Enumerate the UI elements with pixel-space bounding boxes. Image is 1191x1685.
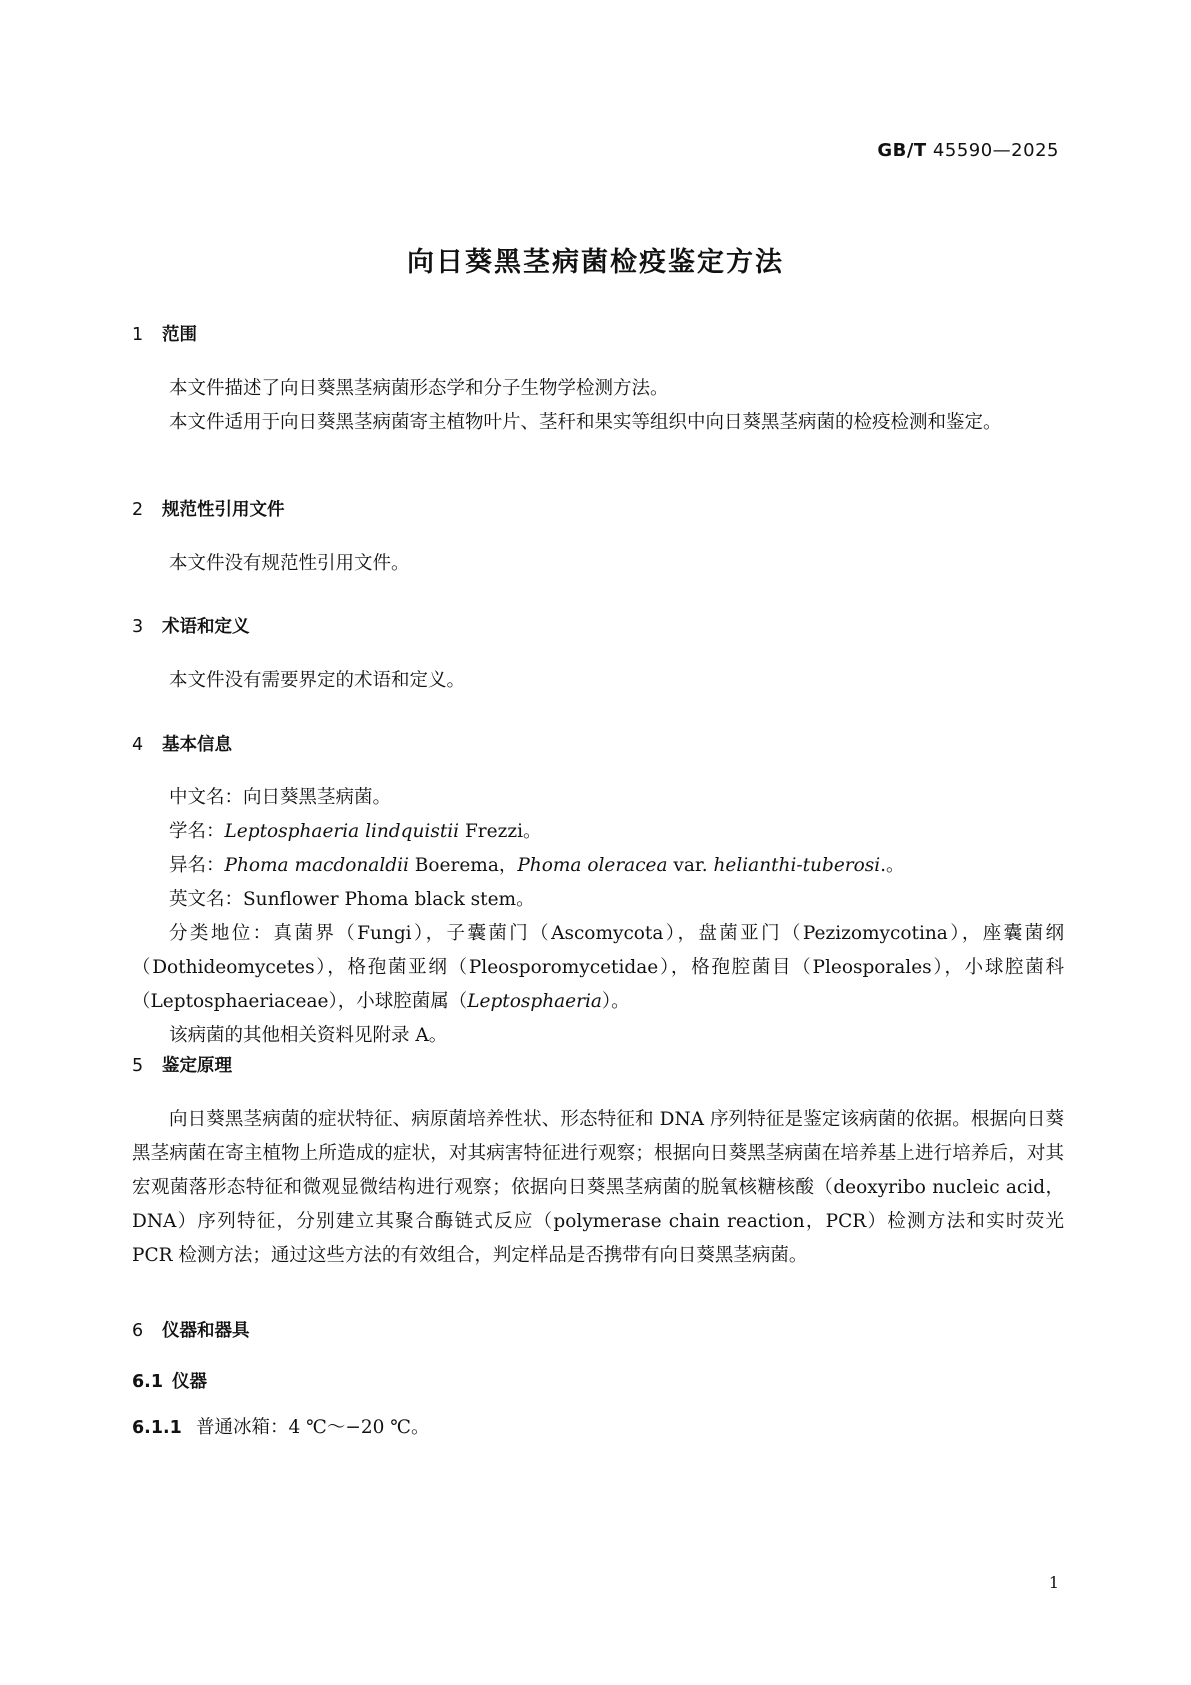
section-number: 5 [132, 1056, 144, 1076]
paragraph: 本文件没有需要界定的术语和定义。 [169, 670, 466, 691]
section-4-body [132, 781, 1064, 1053]
clause-text: 普通冰箱：4 ℃～−20 ℃。 [196, 1417, 430, 1438]
page-number: 1 [1048, 1573, 1059, 1592]
section-heading-4 [132, 731, 232, 756]
genus-italic: Leptosphaeria [467, 991, 602, 1012]
document-title: 向日葵黑茎病菌检疫鉴定方法 [407, 247, 784, 278]
section-title: 鉴定原理 [162, 1056, 232, 1076]
taxonomy-end: ）。 [601, 991, 630, 1012]
section-heading-5 [132, 1052, 232, 1077]
paragraph: 本文件没有规范性引用文件。 [169, 553, 410, 574]
section-title: 基本信息 [162, 735, 232, 755]
scientific-name-italic: Leptosphaeria lindquistii [224, 821, 460, 842]
subsection-title: 仪器 [172, 1372, 207, 1392]
subsection-heading-6-1 [132, 1368, 207, 1393]
synonym-italic: Phoma macdonaldii [224, 855, 409, 876]
section-1-body [132, 372, 1064, 440]
chinese-name: 中文名：向日葵黑茎病菌。 [169, 787, 392, 808]
clause-number: 6.1.1 [132, 1418, 182, 1438]
author: Frezzi。 [459, 821, 542, 842]
synonym-author: Boerema， [408, 855, 518, 876]
scientific-name [132, 815, 1064, 849]
subsection-number: 6.1 [132, 1372, 164, 1392]
section-title: 仪器和器具 [162, 1321, 250, 1341]
section-number: 6 [132, 1321, 144, 1341]
section-heading-6 [132, 1317, 250, 1342]
taxonomy [132, 917, 1064, 1019]
synonym-end: .。 [880, 855, 905, 876]
section-heading-3 [132, 613, 250, 638]
clause-6-1-1 [132, 1413, 429, 1439]
label: 异名： [169, 855, 225, 876]
section-number: 2 [132, 500, 144, 520]
section-title: 规范性引用文件 [162, 500, 285, 520]
section-number: 1 [132, 325, 144, 345]
paragraph: 本文件适用于向日葵黑茎病菌寄主植物叶片、茎秆和果实等组织中向日葵黑茎病菌的检疫检测和鉴定。 [169, 412, 1002, 433]
section-heading-2 [132, 496, 285, 521]
synonym-italic: helianthi-tuberosi [713, 855, 881, 876]
synonym-italic: Phoma oleracea [517, 855, 668, 876]
section-title: 范围 [162, 325, 197, 345]
section-3-body [132, 664, 1064, 698]
taxonomy-text: 分类地位：真菌界（Fungi），子囊菌门（Ascomycota），盘菌亚门（Pezizomycotina），座囊菌纲（Dothideomycetes），格孢菌亚纲（Pleosporomycetidae），格孢腔菌目（Pleosporales），小球腔菌科（Leptosphaeriaceae），小球腔菌属（ [132, 923, 1064, 1012]
section-2-body [132, 547, 1064, 581]
section-number: 4 [132, 735, 144, 755]
variety-marker: var. [667, 855, 714, 876]
paragraph: 本文件描述了向日葵黑茎病菌形态学和分子生物学检测方法。 [169, 378, 669, 399]
annex-reference: 该病菌的其他相关资料见附录 A。 [169, 1025, 448, 1046]
synonyms [132, 849, 1064, 883]
section-title: 术语和定义 [162, 617, 250, 637]
standard-number [877, 140, 1059, 161]
label: 学名： [169, 821, 225, 842]
section-heading-1 [132, 321, 197, 346]
paragraph: 向日葵黑茎病菌的症状特征、病原菌培养性状、形态特征和 DNA 序列特征是鉴定该病菌的依据。根据向日葵黑茎病菌在寄主植物上所造成的症状，对其病害特征进行观察；根据向日葵黑茎病菌在培养基上进行培养后，对其宏观菌落形态特征和微观显微结构进行观察；依据向日葵黑茎病菌的脱氧核糖核酸（deoxyribo nucleic acid，DNA）序列特征，分别建立其聚合酶链式反应（polymerase chain reaction，PCR）检测方法和实时荧光 PCR 检测方法；通过这些方法的有效组合，判定样品是否携带有向日葵黑茎病菌。 [132, 1109, 1064, 1266]
section-5-body [132, 1103, 1064, 1273]
standard-code: 45590—2025 [932, 140, 1059, 161]
standard-prefix: GB/T [877, 140, 927, 161]
section-number: 3 [132, 617, 144, 637]
english-name: 英文名：Sunflower Phoma black stem。 [169, 889, 535, 910]
